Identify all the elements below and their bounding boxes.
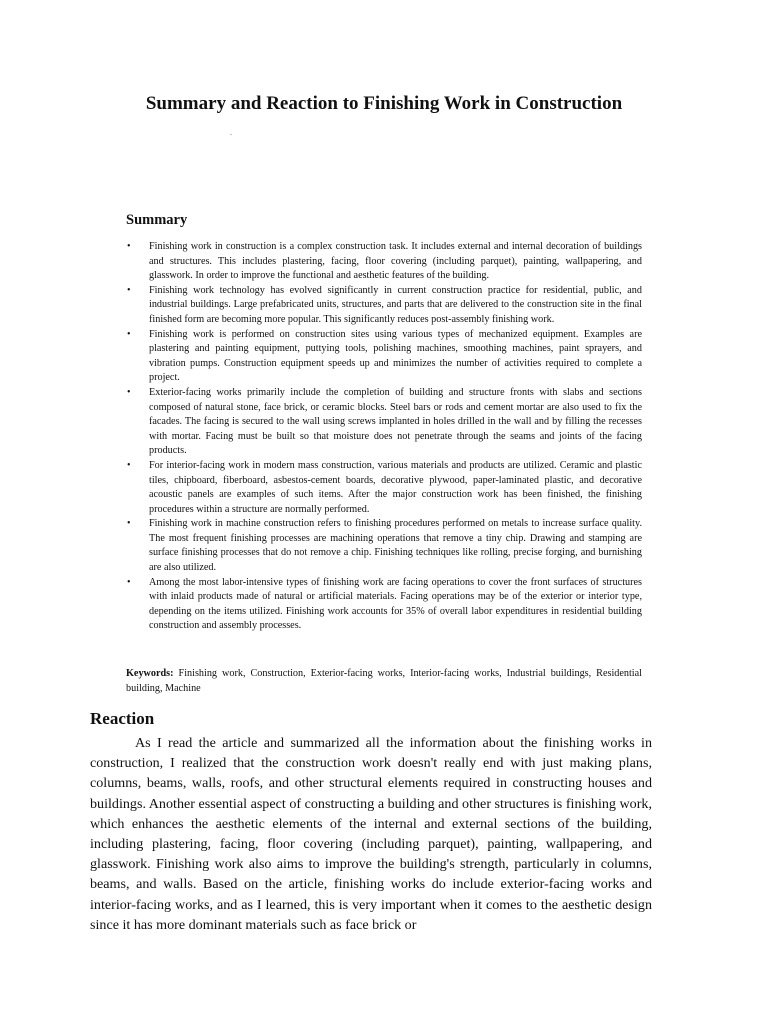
keywords-text: Finishing work, Construction, Exterior-facing works, Interior-facing works, Industrial buildings, Residential building, Machine (126, 668, 642, 694)
bullet-icon: • (127, 459, 131, 471)
summary-point: • Among the most labor-intensive types of finishing work are facing operations to cover the front surfaces of structures with inlaid products made of natural or artificial materials. Facing operations may be of the exterior or interior type, depending on the items utilized. Finishing work accounts for 35% of overall labor expenditures in residential building construction and assembly processes. (127, 576, 642, 632)
bullet-icon: • (127, 386, 131, 398)
summary-point: • Finishing work in construction is a complex construction task. It includes external and internal decoration of buildings and structures. This includes plastering, facing, floor covering (including parquet), painting, wallpapering, and glasswork. In order to improve the functional and aesthetic features of the building. (127, 241, 642, 282)
bullet-icon: • (127, 241, 131, 252)
summary-heading: Summary (126, 212, 188, 228)
summary-point: • Finishing work is performed on construction sites using various types of mechanized equipment. Examples are plastering and painting equipment, puttying tools, polishing machines, smoothing machines, paint sprayers, and vibration pumps. Construction equipment speeds up and minimizes the number of activities required to complete a project. (127, 328, 642, 384)
reaction-paragraph: As I read the article and summarized all the information about the finishing works in construction, I realized that the construction work doesn't really end with just making plans, columns, beams, walls, roofs, and other structural elements required in constructing houses and buildings. Another essential aspect of constructing a building and other structures is finishing work, which enhances the aesthetic elements of the internal and external sections of the building, including plastering, facing, floor covering (including parquet), painting, wallpapering, and glasswork. Finishing work also aims to improve the building's strength, particularly in columns, beams, and walls. Based on the article, finishing works do include exterior-facing works and interior-facing works, and as I learned, this is very important when it comes to the aesthetic design since it has more dominant materials such as face brick or (90, 735, 652, 933)
summary-point: • Exterior-facing works primarily include the completion of building and structure fronts with slabs and sections composed of natural stone, face brick, or ceramic blocks. Steel bars or rods and cement mortar are also used to fix the facades. The facing is secured to the wall using screws implanted in holes drilled in the wall and by filling the recesses with mortar. Facing must be built so that moisture does not penetrate through the seams and joints of the facing products. (127, 386, 642, 457)
summary-point: • Finishing work technology has evolved significantly in current construction practice for residential, public, and industrial buildings. Large prefabricated units, structures, and parts that are delivered to the construction site in the final finished form are becoming more popular. This significantly reduces post-assembly finishing work. (127, 284, 642, 325)
bullet-icon: • (127, 518, 131, 530)
document-title: Summary and Reaction to Finishing Work in Construction (145, 93, 623, 114)
reaction-heading: Reaction (90, 709, 155, 728)
keywords-label: Keywords: (126, 668, 174, 679)
summary-list (126, 240, 642, 634)
bullet-icon: • (127, 284, 131, 296)
summary-point: • Finishing work in machine construction refers to finishing procedures performed on metals to increase surface quality. The most frequent finishing processes are machining operations that remove a tiny chip. Drawing and stamping are surface finishing processes that do not remove a chip. Finishing techniques like rolling, precise forging, and burnishing are also utilized. (127, 518, 642, 574)
bullet-icon: • (127, 576, 131, 588)
summary-point: • For interior-facing work in modern mass construction, various materials and products are utilized. Ceramic and plastic tiles, chipboard, fiberboard, asbestos-cement boards, decorative plywood, paper-laminated plastic, and decorative acoustic panels are examples of such items. After the major construction work has been finished, the finishing procedures within a structure are normally performed. (127, 459, 642, 515)
bullet-icon: • (127, 328, 131, 340)
stray-mark: . (230, 128, 232, 137)
keywords (126, 666, 642, 696)
